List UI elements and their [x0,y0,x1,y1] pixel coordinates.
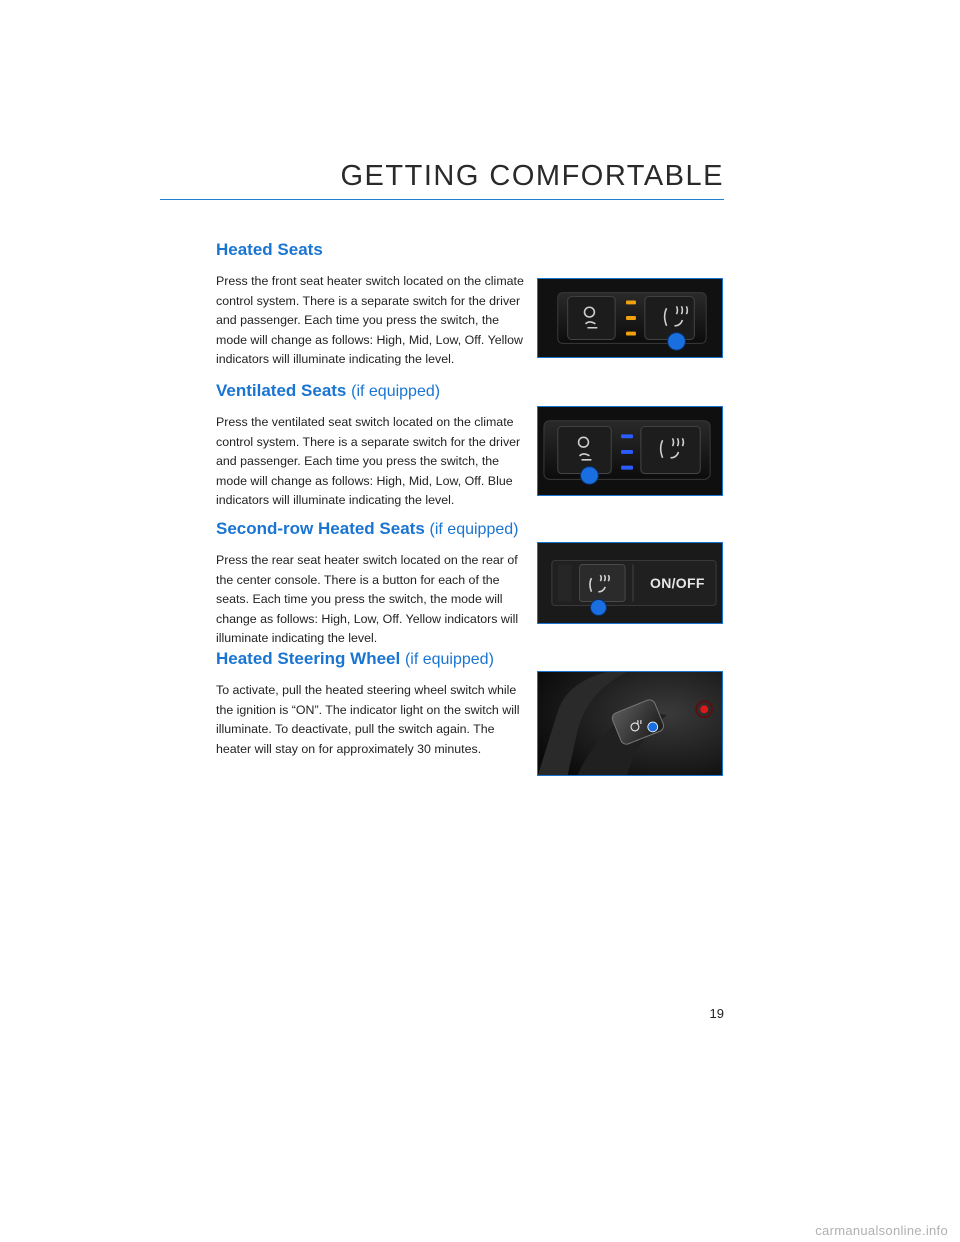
section-body: Press the ventilated seat switch located on the climate control system. There is a separate switch for the driver and passenger. Each time you press the switch, the mode will change as follows: High, Mid, Low, Off. Blue indicators will illuminate indicating the level. [216,415,521,507]
section-heading: Heated Seats [216,240,323,259]
section-heated-seats [216,240,524,370]
section-body: Press the rear seat heater switch located on the rear of the center console. There is a button for each of the seats. Each time you press the switch, the mode will change as follows: High, Low, Off. Yellow indicators will illuminate indicating the level. [216,553,519,645]
section-body: To activate, pull the heated steering wheel switch while the ignition is “ON”. The indicator light on the switch will illuminate. To deactivate, pull the switch again. The heater will stay on for approximately 30 minutes. [216,683,520,756]
heated-steering-wheel-photo [537,671,723,776]
section-ventilated-seats [216,381,524,511]
section-heading: Ventilated Seats (if equipped) [216,381,441,400]
section-heading: Second-row Heated Seats (if equipped) [216,519,519,538]
callout-marker [668,333,686,351]
footer-watermark: carmanualsonline.info [815,1223,948,1238]
if-equipped-note: (if equipped) [351,383,441,400]
callout-marker [648,722,658,732]
page-header-title: GETTING COMFORTABLE [340,160,724,192]
if-equipped-note: (if equipped) [429,521,519,538]
on-off-button-label: ON/OFF [650,575,705,591]
section-heated-steering-wheel [216,649,524,759]
heated-seats-switch-photo [537,278,723,358]
page-number: 19 [709,1006,724,1021]
callout-marker [590,599,607,616]
ventilated-seats-switch-photo [537,406,723,496]
section-heading: Heated Steering Wheel (if equipped) [216,649,494,668]
section-body: Press the front seat heater switch located on the climate control system. There is a separate switch for the driver and passenger. Each time you press the switch, the mode will change as follows: High, Mid, Low, Off. Yellow indicators will illuminate indicating the level. [216,274,524,366]
if-equipped-note: (if equipped) [404,651,494,668]
section-second-row-heated-seats [216,519,524,649]
callout-marker [581,467,599,485]
header-rule [160,199,724,200]
second-row-heated-seats-photo [537,542,723,624]
